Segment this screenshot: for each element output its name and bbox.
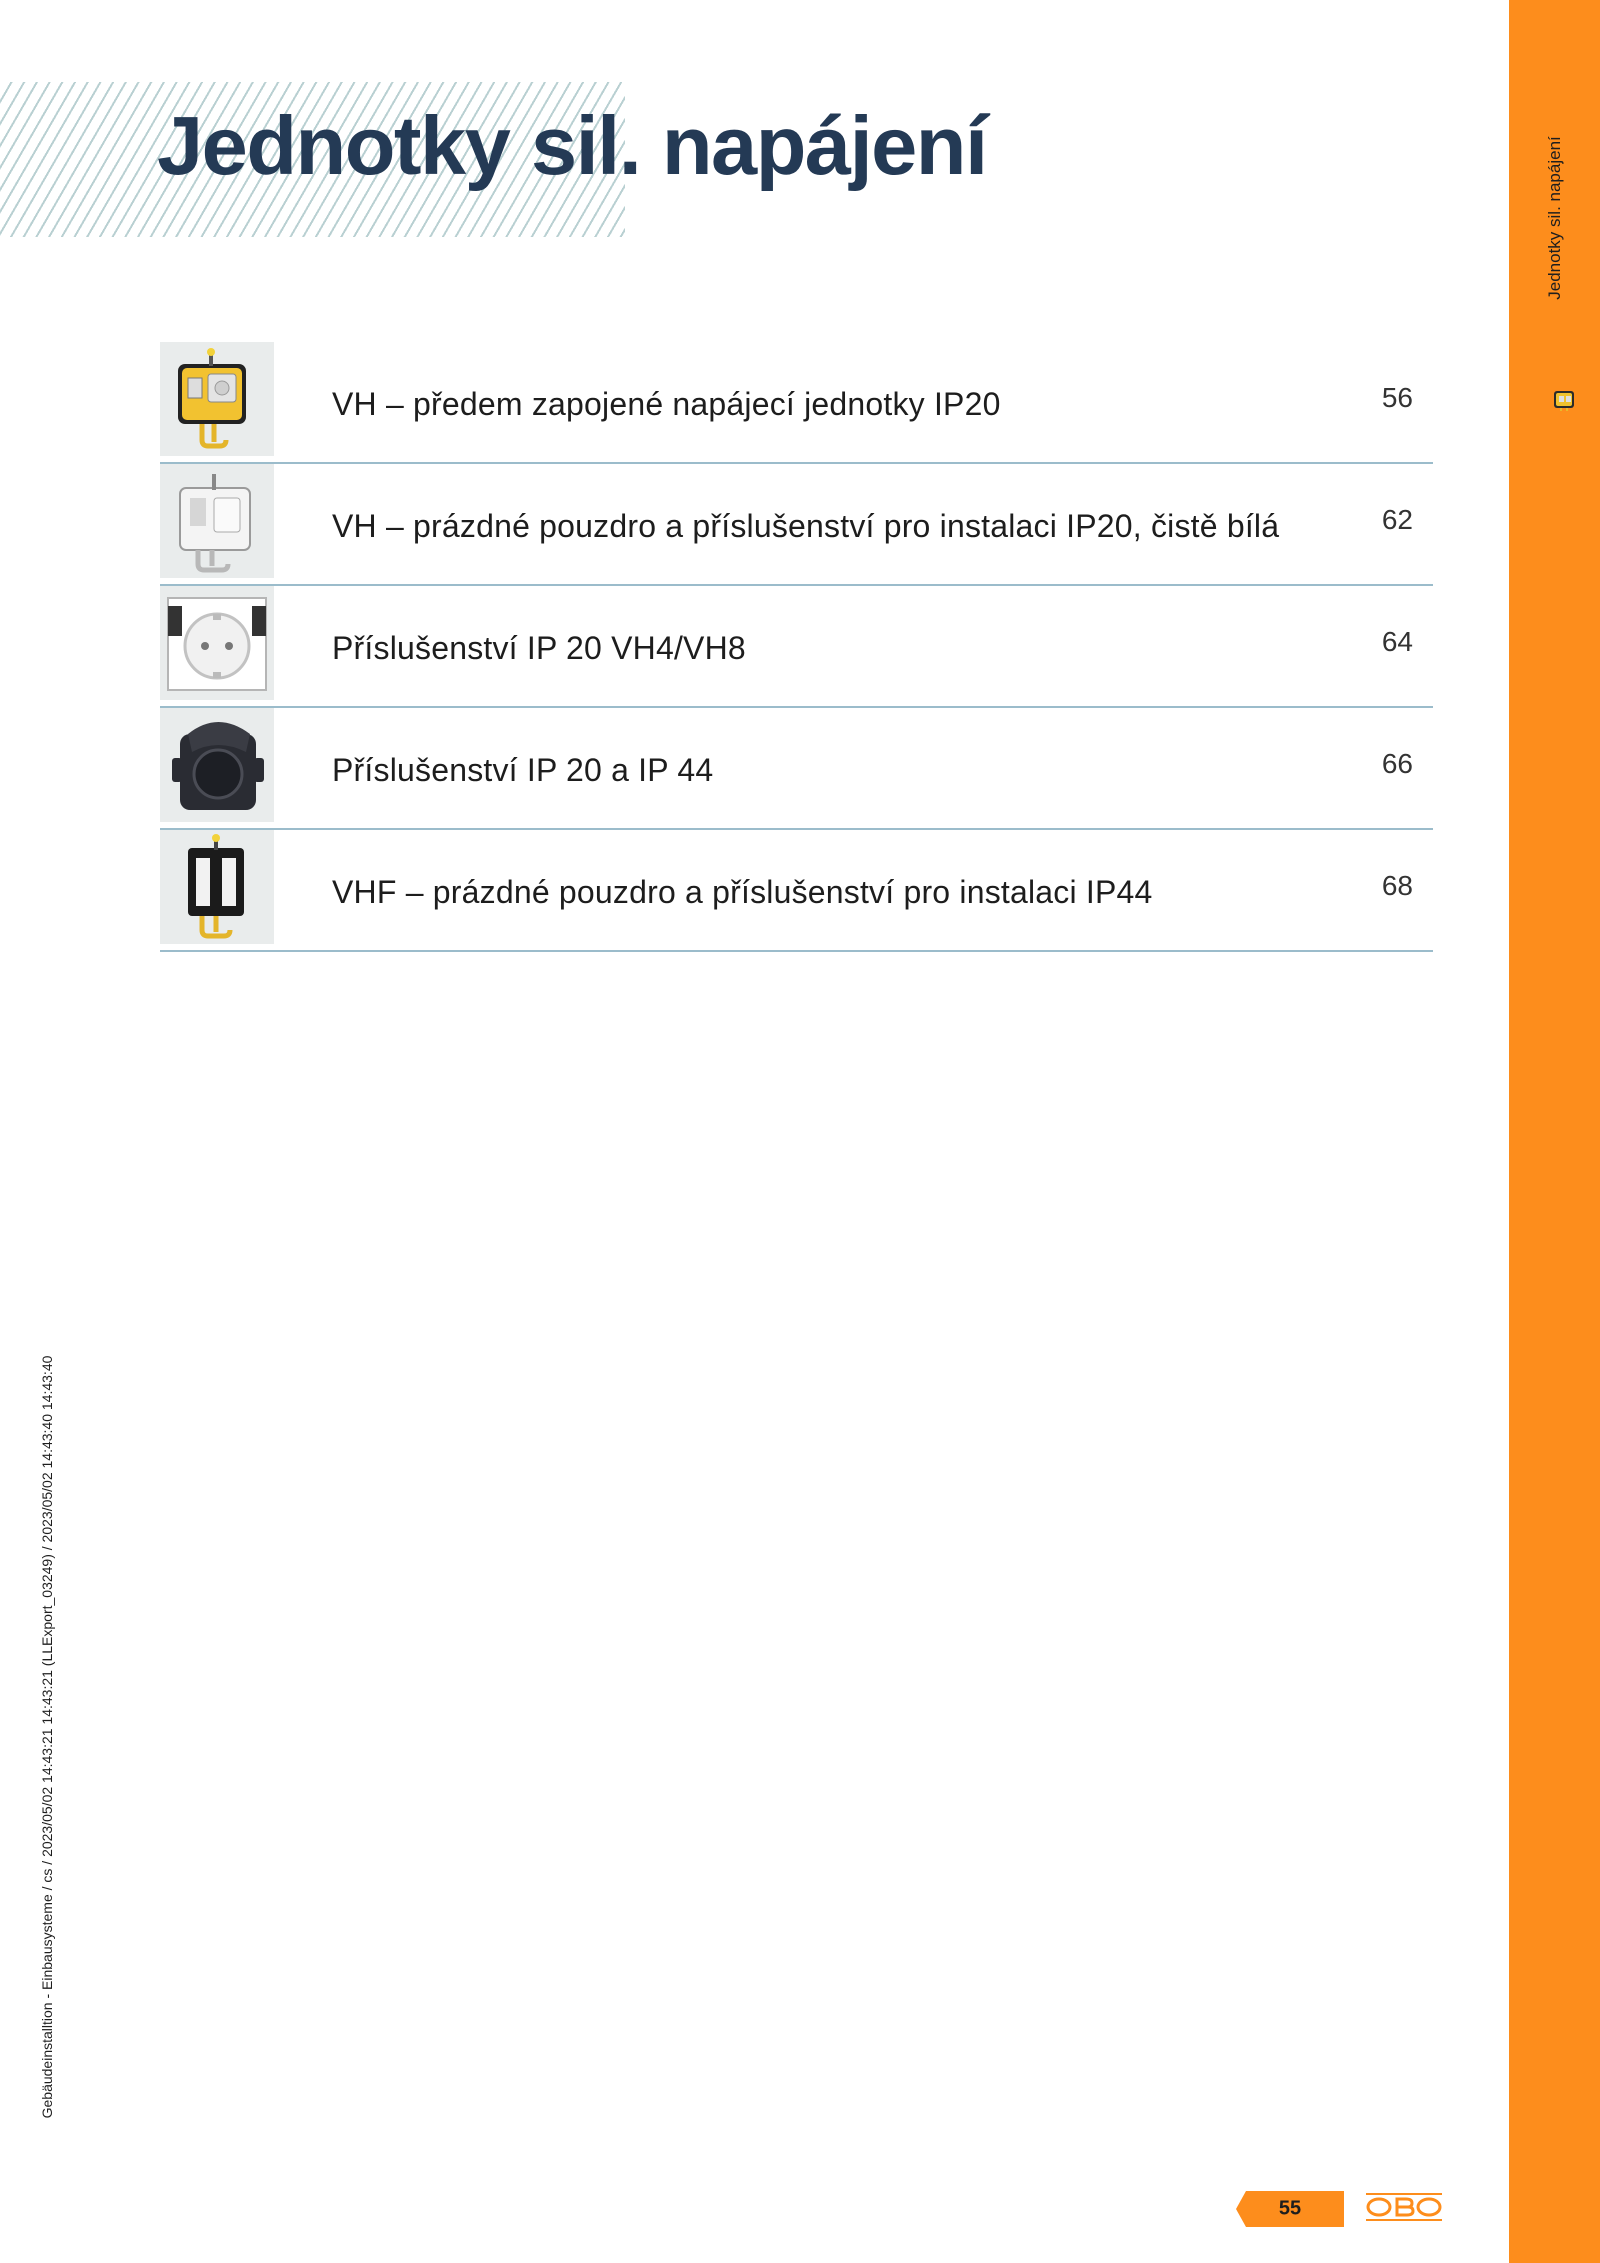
toc-item-title: VH – předem zapojené napájecí jednotky IP20 xyxy=(332,386,1001,422)
toc-item[interactable] xyxy=(160,464,1433,586)
print-metadata: Gebäudeinstalltion - Einbausysteme / cs / 2023/05/02 14:43:21 14:43:21 (LLExport_03249) / 2023/05/02 14:43:40 14:43:40 xyxy=(39,1355,55,2119)
vhf-housing-thumbnail xyxy=(160,830,274,944)
toc-item[interactable] xyxy=(160,708,1433,830)
chapter-sidebar xyxy=(1509,0,1600,2263)
toc-item-page: 66 xyxy=(1381,748,1413,779)
toc-item[interactable] xyxy=(160,830,1433,952)
toc-item-page: 62 xyxy=(1381,504,1413,535)
table-of-contents xyxy=(160,342,1433,952)
toc-item-page: 56 xyxy=(1381,382,1413,413)
toc-item-title: Příslušenství IP 20 VH4/VH8 xyxy=(332,630,746,666)
toc-item-title: VH – prázdné pouzdro a příslušenství pro instalaci IP20, čistě bílá xyxy=(332,508,1280,544)
vh-prewired-unit-thumbnail xyxy=(160,342,274,456)
power-unit-icon xyxy=(1551,387,1579,413)
vh-empty-housing-thumbnail xyxy=(160,464,274,578)
toc-item-page: 64 xyxy=(1381,626,1413,657)
toc-item-page: 68 xyxy=(1381,870,1413,901)
page-title: Jednotky sil. napájení xyxy=(157,99,987,192)
obo-logo xyxy=(1365,2190,1443,2224)
toc-item[interactable] xyxy=(160,342,1433,464)
toc-item-title: Příslušenství IP 20 a IP 44 xyxy=(332,752,714,788)
toc-item[interactable] xyxy=(160,586,1433,708)
socket-with-lid-thumbnail xyxy=(160,708,274,822)
socket-insert-thumbnail xyxy=(160,586,274,700)
toc-item-title: VHF – prázdné pouzdro a příslušenství pro instalaci IP44 xyxy=(332,874,1153,910)
sidebar-chapter-label: Jednotky sil. napájení xyxy=(1545,136,1564,300)
page-number: 55 xyxy=(1278,2197,1302,2220)
